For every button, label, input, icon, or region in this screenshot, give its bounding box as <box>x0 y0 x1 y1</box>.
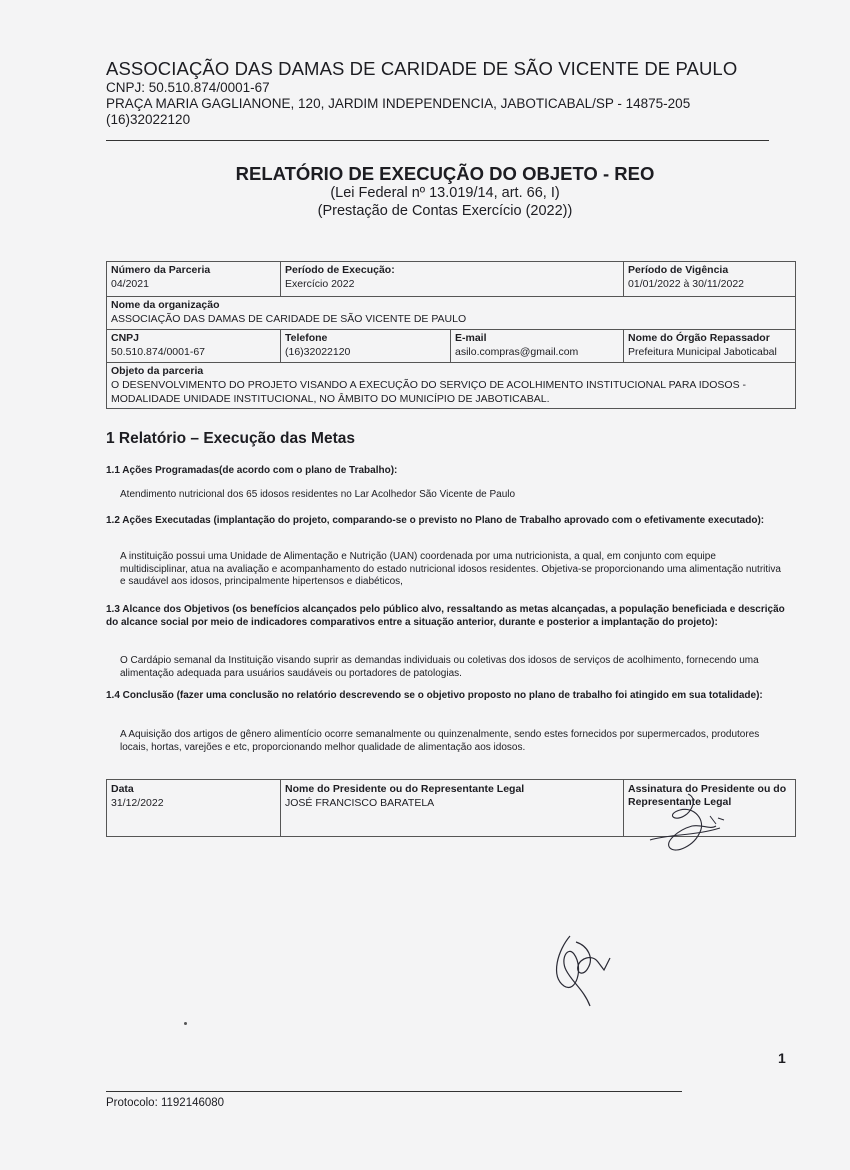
cnpj-cell <box>107 330 281 363</box>
cnpj-label: CNPJ <box>111 332 140 344</box>
organizacao-cell <box>107 297 796 330</box>
objeto-parceria-value: O DESENVOLVIMENTO DO PROJETO VISANDO A EXECUÇÃO DO SERVIÇO DE ACOLHIMENTO INSTITUCIONAL PARA IDOSOS - MODALIDADE UNIDADE INSTITUCIONAL, NO ÂMBITO DO MUNICÍPIO DE JABOTICABAL. <box>111 379 746 405</box>
document-title: RELATÓRIO DE EXECUÇÃO DO OBJETO - REO <box>235 163 655 184</box>
periodo-vigencia-label: Período de Vigência <box>628 264 729 276</box>
data-cell <box>107 780 281 837</box>
heading-alcance-objetivos: 1.3 Alcance dos Objetivos (os benefícios alcançados pelo público alvo, ressaltando as metas alcançadas, a população beneficiada e descrição do alcance social por meio de indicadores comparativos entre a situação anterior, durante e posterior a implantação do projeto): <box>106 604 785 628</box>
presidente-value: JOSÉ FRANCISCO BARATELA <box>285 797 435 809</box>
org-cnpj: CNPJ: 50.510.874/0001-67 <box>106 80 270 95</box>
periodo-vigencia-value: 01/01/2022 à 30/11/2022 <box>628 278 745 290</box>
law-reference: (Lei Federal nº 13.019/14, art. 66, I) <box>330 185 560 201</box>
text-acoes-programadas: Atendimento nutricional dos 65 idosos residentes no Lar Acolhedor São Vicente de Paulo <box>120 489 516 500</box>
org-phone: (16)32022120 <box>106 112 191 127</box>
org-name: ASSOCIAÇÃO DAS DAMAS DE CARIDADE DE SÃO VICENTE DE PAULO <box>106 58 738 79</box>
speck-mark <box>184 1022 187 1025</box>
text-alcance-objetivos: O Cardápio semanal da Instituição visando suprir as demandas individuais ou coletivas dos idosos de serviços de acolhimento, fornecendo uma alimentação adequada para usuários saudáveis ou portadores de patologias. <box>120 655 759 679</box>
protocol-number: Protocolo: 1192146080 <box>106 1097 225 1109</box>
telefone-value: (16)32022120 <box>285 346 351 358</box>
objeto-parceria-label: Objeto da parceria <box>111 365 204 377</box>
heading-acoes-executadas: 1.2 Ações Executadas (implantação do projeto, comparando-se o previsto no Plano de Trabalho aprovado com o efetivamente executado): <box>106 515 765 526</box>
telefone-label: Telefone <box>285 332 328 344</box>
presidente-cell <box>281 780 624 837</box>
orgao-repassador-cell <box>624 330 796 363</box>
president-signature <box>640 790 740 860</box>
data-label: Data <box>111 783 134 795</box>
orgao-repassador-label: Nome do Órgão Repassador <box>628 332 770 344</box>
presidente-label: Nome do Presidente ou do Representante Legal <box>285 783 525 795</box>
header-divider <box>106 140 769 141</box>
periodo-execucao-cell <box>281 262 624 297</box>
text-acoes-executadas: A instituição possui uma Unidade de Alimentação e Nutrição (UAN) coordenada por uma nutricionista, a qual, em conjunto com equipe multidisciplinar, atua na avaliação e acompanhamento do estado nutricional idosos residentes. Objetiva-se proporcionando uma alimentação nutritiva e saudável aos idosos, principalmente hipertensos e diabéticos, <box>120 551 781 587</box>
heading-conclusao: 1.4 Conclusão (fazer uma conclusão no relatório descrevendo se o objetivo proposto no plano de trabalho foi atingido em sua totalidade): <box>106 690 763 701</box>
organizacao-label: Nome da organização <box>111 299 220 311</box>
data-value: 31/12/2022 <box>111 797 164 809</box>
page-number: 1 <box>778 1050 786 1066</box>
organizacao-value: ASSOCIAÇÃO DAS DAMAS DE CARIDADE DE SÃO VICENTE DE PAULO <box>111 313 467 325</box>
orgao-repassador-value: Prefeitura Municipal Jaboticabal <box>628 346 777 358</box>
partnership-info-table <box>106 261 796 409</box>
section-title: 1 Relatório – Execução das Metas <box>106 430 355 447</box>
numero-parceria-cell <box>107 262 281 297</box>
footer-divider <box>106 1091 682 1092</box>
email-cell <box>451 330 624 363</box>
numero-parceria-label: Número da Parceria <box>111 264 211 276</box>
periodo-execucao-value: Exercício 2022 <box>285 278 355 290</box>
prestacao-subtitle: (Prestação de Contas Exercício (2022)) <box>317 203 573 219</box>
heading-acoes-programadas: 1.1 Ações Programadas(de acordo com o plano de Trabalho): <box>106 465 398 476</box>
email-label: E-mail <box>455 332 487 344</box>
numero-parceria-value: 04/2021 <box>111 278 149 290</box>
text-conclusao: A Aquisição dos artigos de gênero alimentício ocorre semanalmente ou quinzenalmente, sendo estes fornecidos por supermercados, produtores locais, hortas, varejões e etc, proporcionando melhor qualidade de alimentação aos idosos. <box>120 729 760 753</box>
email-value: asilo.compras@gmail.com <box>455 346 579 358</box>
objeto-parceria-cell <box>107 363 796 409</box>
assinatura-label: Assinatura do Presidente ou do Representante Legal <box>628 783 787 808</box>
periodo-vigencia-cell <box>624 262 796 297</box>
periodo-execucao-label: Período de Execução: <box>285 264 395 276</box>
telefone-cell <box>281 330 451 363</box>
initials-mark <box>540 928 620 1018</box>
org-address: PRAÇA MARIA GAGLIANONE, 120, JARDIM INDEPENDENCIA, JABOTICABAL/SP - 14875-205 <box>106 96 691 111</box>
cnpj-value: 50.510.874/0001-67 <box>111 346 206 358</box>
